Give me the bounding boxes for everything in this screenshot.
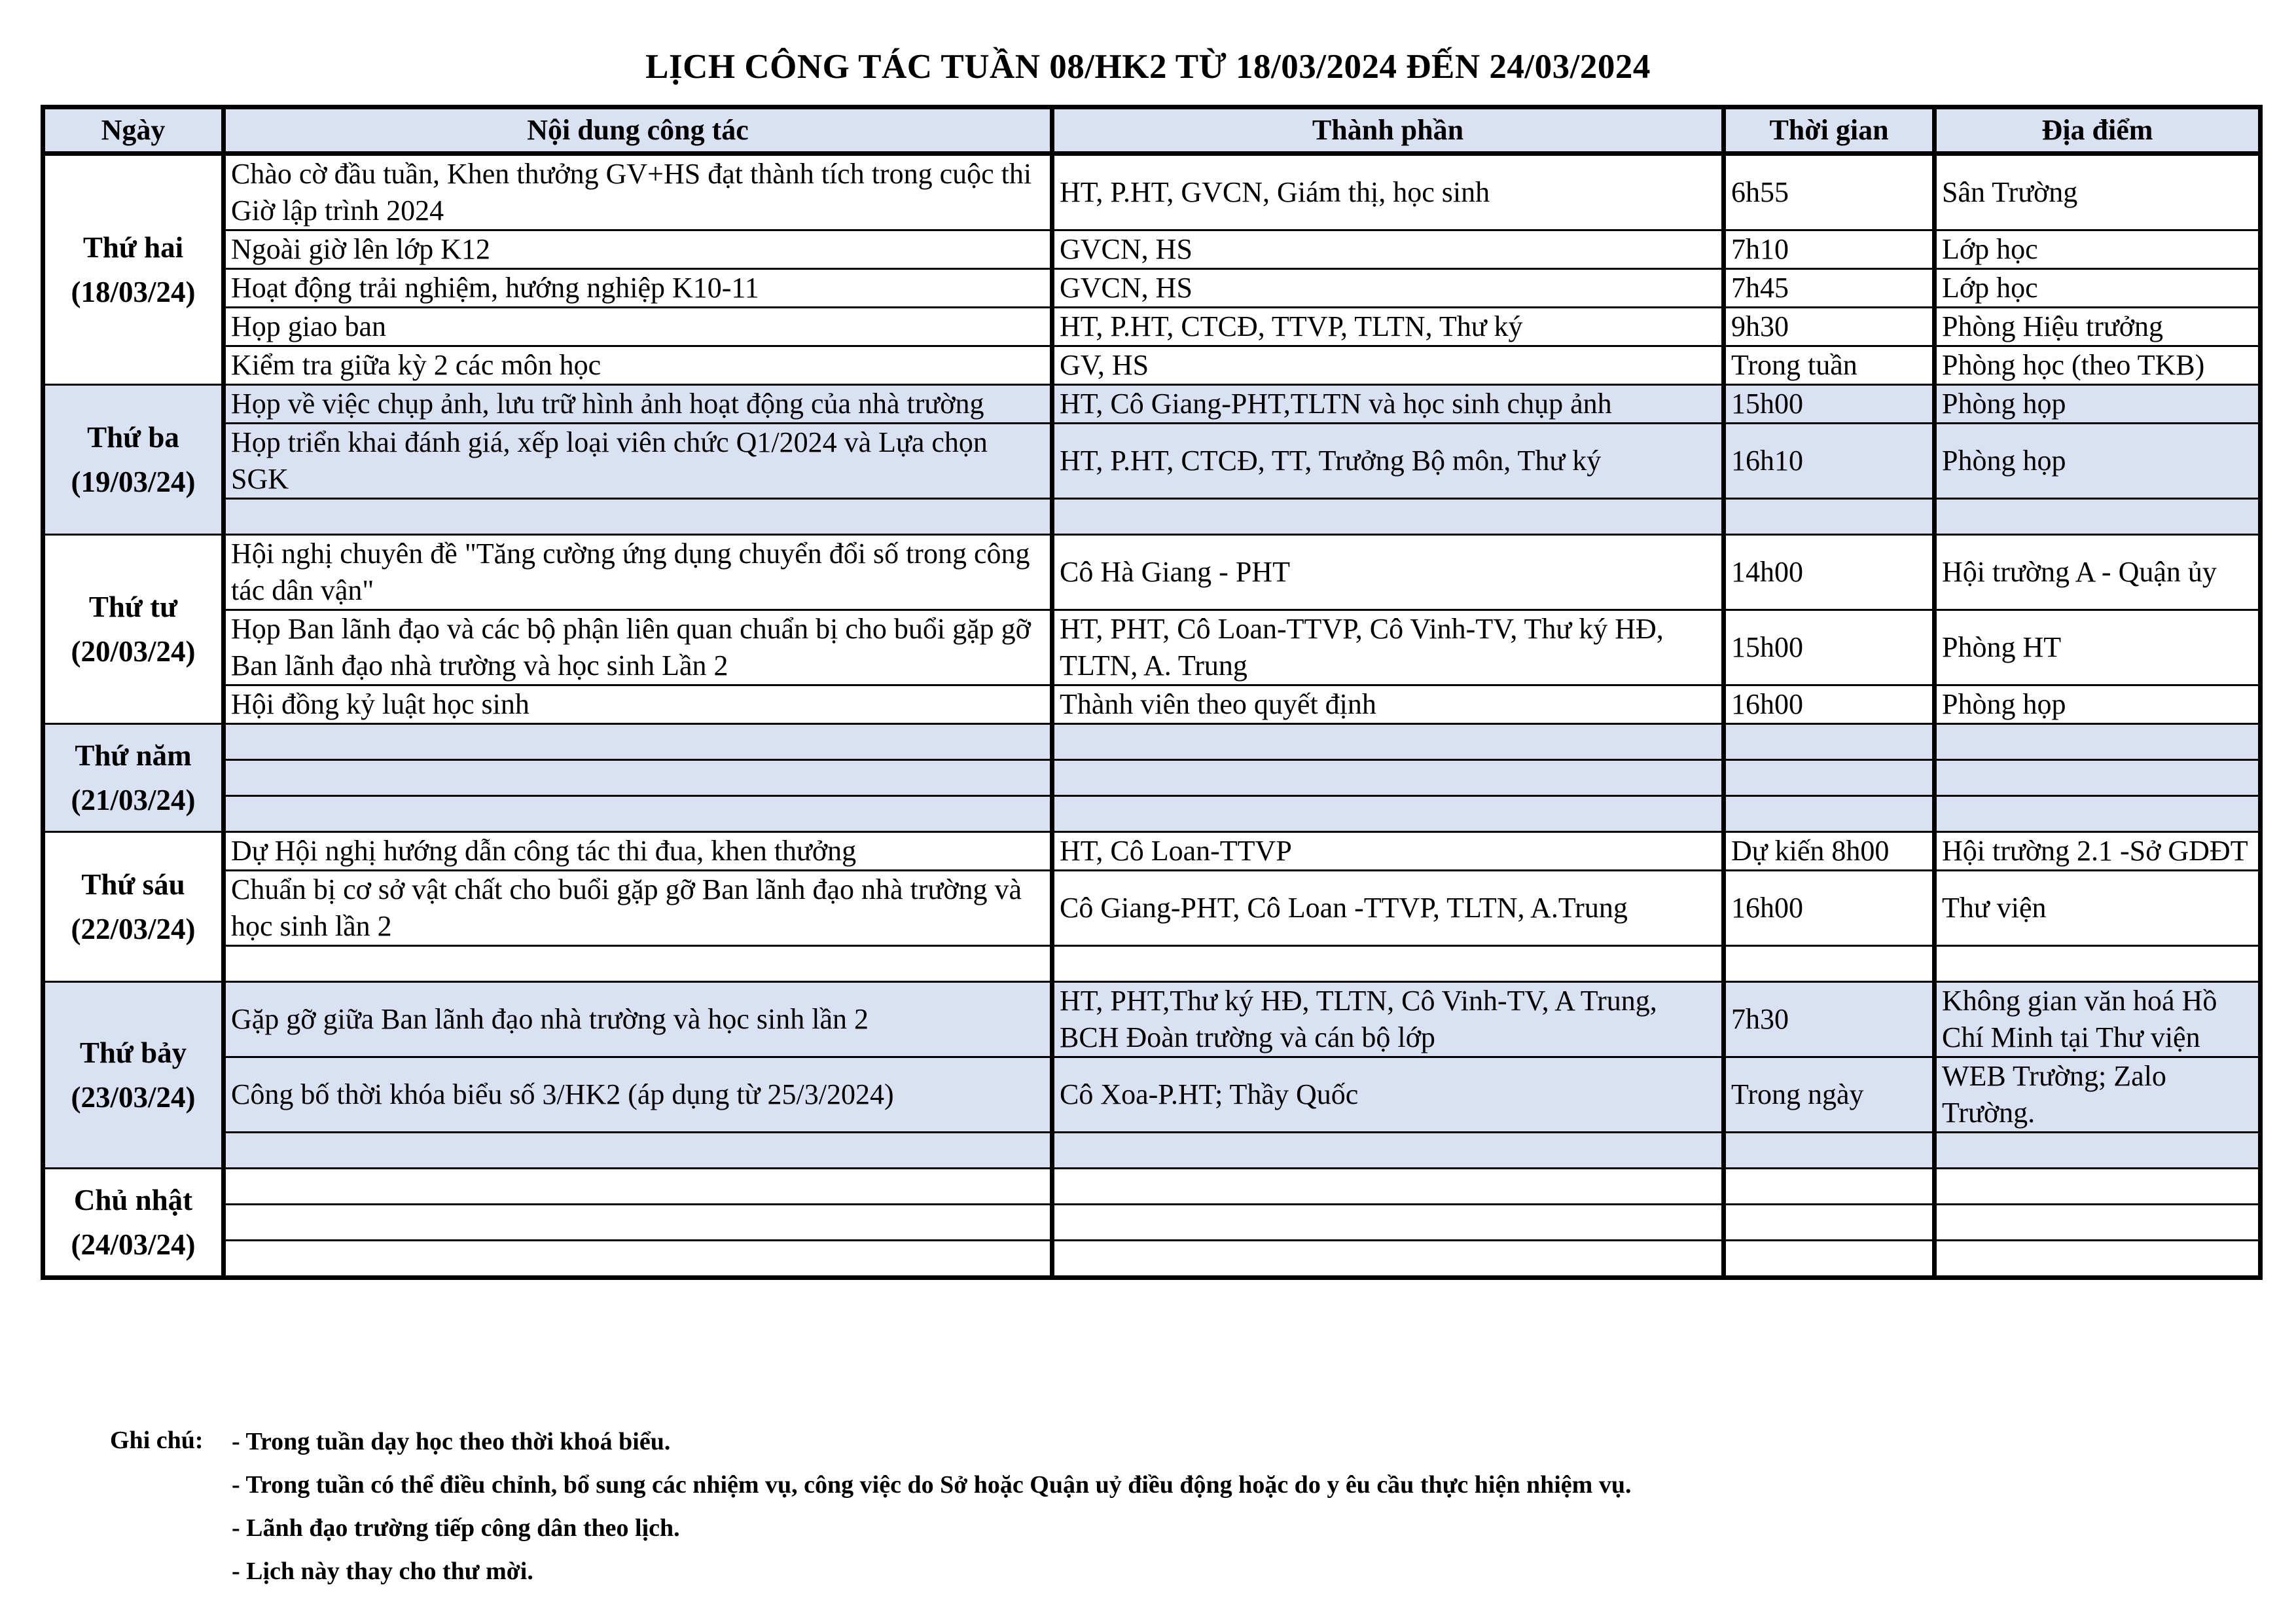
notes-list <box>232 1426 2195 1599</box>
entry-time: Trong tuần <box>1724 346 1935 385</box>
schedule-row <box>43 499 2261 535</box>
note-item: - Trong tuần có thể điều chỉnh, bổ sung các nhiệm vụ, công việc do Sở hoặc Quận uỷ điều động hoặc do y êu cầu thực hiện nhiệm vụ. <box>232 1471 1632 1499</box>
schedule-row <box>43 796 2261 832</box>
entry-time <box>1724 1169 1935 1205</box>
header-location: Địa điểm <box>1935 107 2261 154</box>
schedule-row <box>43 1133 2261 1169</box>
entry-location: Không gian văn hoá Hồ Chí Minh tại Thư viện <box>1935 982 2261 1057</box>
entry-time <box>1724 760 1935 796</box>
schedule-row <box>43 832 2261 871</box>
header-row <box>43 107 2261 154</box>
schedule-row <box>43 760 2261 796</box>
entry-content: Ngoài giờ lên lớp K12 <box>224 230 1052 269</box>
entry-members: HT, Cô Loan-TTVP <box>1052 832 1724 871</box>
entry-location <box>1935 796 2261 832</box>
entry-content: Dự Hội nghị hướng dẫn công tác thi đua, khen thưởng <box>224 832 1052 871</box>
day-date: (19/03/24) <box>71 465 196 498</box>
schedule-row <box>43 946 2261 982</box>
entry-members: GV, HS <box>1052 346 1724 385</box>
day-date: (23/03/24) <box>71 1081 196 1114</box>
entry-content: Chào cờ đầu tuần, Khen thưởng GV+HS đạt thành tích trong cuộc thi Giờ lập trình 2024 <box>224 154 1052 230</box>
header-time: Thời gian <box>1724 107 1935 154</box>
entry-location <box>1935 760 2261 796</box>
day-date: (24/03/24) <box>71 1228 196 1261</box>
entry-location: WEB Trường; Zalo Trường. <box>1935 1057 2261 1133</box>
entry-time: 7h45 <box>1724 269 1935 308</box>
schedule-table <box>41 105 2263 1280</box>
day-date: (22/03/24) <box>71 913 196 945</box>
entry-members: HT, P.HT, CTCĐ, TT, Trưởng Bộ môn, Thư ký <box>1052 424 1724 499</box>
entry-time: Trong ngày <box>1724 1057 1935 1133</box>
schedule-row <box>43 1169 2261 1205</box>
schedule-row <box>43 871 2261 946</box>
entry-members: GVCN, HS <box>1052 269 1724 308</box>
entry-members: Thành viên theo quyết định <box>1052 685 1724 724</box>
entry-content: Kiểm tra giữa kỳ 2 các môn học <box>224 346 1052 385</box>
entry-content: Công bố thời khóa biểu số 3/HK2 (áp dụng từ 25/3/2024) <box>224 1057 1052 1133</box>
entry-location: Lớp học <box>1935 230 2261 269</box>
entry-time: 9h30 <box>1724 308 1935 346</box>
entry-time <box>1724 724 1935 760</box>
entry-location <box>1935 1169 2261 1205</box>
entry-members: Cô Hà Giang - PHT <box>1052 535 1724 610</box>
entry-members: GVCN, HS <box>1052 230 1724 269</box>
entry-location: Hội trường 2.1 -Sở GDĐT <box>1935 832 2261 871</box>
entry-members: HT, Cô Giang-PHT,TLTN và học sinh chụp ảnh <box>1052 385 1724 424</box>
entry-members <box>1052 796 1724 832</box>
entry-time <box>1724 1241 1935 1278</box>
entry-location <box>1935 499 2261 535</box>
entry-content <box>224 946 1052 982</box>
entry-time <box>1724 1205 1935 1241</box>
entry-location <box>1935 1133 2261 1169</box>
day-cell <box>43 535 224 724</box>
schedule-row <box>43 1241 2261 1278</box>
entry-content <box>224 499 1052 535</box>
entry-location: Lớp học <box>1935 269 2261 308</box>
entry-location <box>1935 724 2261 760</box>
entry-content <box>224 1241 1052 1278</box>
entry-content <box>224 1133 1052 1169</box>
schedule-row <box>43 230 2261 269</box>
entry-members <box>1052 1133 1724 1169</box>
entry-time: Dự kiến 8h00 <box>1724 832 1935 871</box>
entry-location <box>1935 1205 2261 1241</box>
day-cell <box>43 154 224 385</box>
entry-time <box>1724 946 1935 982</box>
entry-content: Họp về việc chụp ảnh, lưu trữ hình ảnh hoạt động của nhà trường <box>224 385 1052 424</box>
schedule-row <box>43 724 2261 760</box>
entry-content <box>224 760 1052 796</box>
entry-time: 16h00 <box>1724 871 1935 946</box>
schedule-row <box>43 269 2261 308</box>
entry-time: 7h30 <box>1724 982 1935 1057</box>
schedule-row <box>43 535 2261 610</box>
entry-members: HT, P.HT, GVCN, Giám thị, học sinh <box>1052 154 1724 230</box>
day-name: Thứ tư <box>88 591 178 623</box>
schedule-row <box>43 154 2261 230</box>
note-item: - Lịch này thay cho thư mời. <box>232 1558 533 1585</box>
entry-time: 15h00 <box>1724 385 1935 424</box>
entry-members: HT, P.HT, CTCĐ, TTVP, TLTN, Thư ký <box>1052 308 1724 346</box>
entry-location: Phòng họp <box>1935 685 2261 724</box>
schedule-row <box>43 685 2261 724</box>
day-cell <box>43 724 224 832</box>
header-members: Thành phần <box>1052 107 1724 154</box>
entry-time: 7h10 <box>1724 230 1935 269</box>
entry-time: 14h00 <box>1724 535 1935 610</box>
entry-location <box>1935 946 2261 982</box>
schedule-row <box>43 610 2261 685</box>
entry-time: 16h10 <box>1724 424 1935 499</box>
day-date: (18/03/24) <box>71 276 196 308</box>
entry-time <box>1724 499 1935 535</box>
schedule-row <box>43 385 2261 424</box>
schedule-row <box>43 308 2261 346</box>
entry-time <box>1724 1133 1935 1169</box>
entry-content: Chuẩn bị cơ sở vật chất cho buổi gặp gỡ Ban lãnh đạo nhà trường và học sinh lần 2 <box>224 871 1052 946</box>
entry-members <box>1052 760 1724 796</box>
entry-location: Phòng học (theo TKB) <box>1935 346 2261 385</box>
entry-location: Hội trường A - Quận ủy <box>1935 535 2261 610</box>
schedule-body <box>43 154 2261 1278</box>
entry-content: Gặp gỡ giữa Ban lãnh đạo nhà trường và học sinh lần 2 <box>224 982 1052 1057</box>
day-name: Thứ bảy <box>79 1036 187 1069</box>
day-date: (21/03/24) <box>71 784 196 816</box>
schedule-row <box>43 982 2261 1057</box>
entry-content: Họp Ban lãnh đạo và các bộ phận liên quan chuẩn bị cho buổi gặp gỡ Ban lãnh đạo nhà trường và học sinh Lần 2 <box>224 610 1052 685</box>
entry-location: Sân Trường <box>1935 154 2261 230</box>
entry-time <box>1724 796 1935 832</box>
entry-members <box>1052 946 1724 982</box>
day-cell <box>43 385 224 535</box>
entry-members <box>1052 724 1724 760</box>
note-item: - Lãnh đạo trường tiếp công dân theo lịch. <box>232 1514 680 1542</box>
day-name: Thứ sáu <box>81 868 185 901</box>
entry-location: Phòng Hiệu trưởng <box>1935 308 2261 346</box>
entry-content: Họp giao ban <box>224 308 1052 346</box>
entry-members <box>1052 1169 1724 1205</box>
entry-content: Họp triển khai đánh giá, xếp loại viên chức Q1/2024 và Lựa chọn SGK <box>224 424 1052 499</box>
header-content: Nội dung công tác <box>224 107 1052 154</box>
schedule-row <box>43 346 2261 385</box>
day-name: Thứ năm <box>75 739 192 772</box>
entry-content <box>224 1205 1052 1241</box>
day-name: Chủ nhật <box>73 1184 193 1216</box>
entry-content: Hoạt động trải nghiệm, hướng nghiệp K10-11 <box>224 269 1052 308</box>
entry-content <box>224 724 1052 760</box>
entry-content <box>224 1169 1052 1205</box>
entry-location <box>1935 1241 2261 1278</box>
entry-time: 16h00 <box>1724 685 1935 724</box>
entry-members <box>1052 499 1724 535</box>
entry-members <box>1052 1241 1724 1278</box>
entry-location: Thư viện <box>1935 871 2261 946</box>
day-name: Thứ ba <box>87 421 179 454</box>
entry-content: Hội đồng kỷ luật học sinh <box>224 685 1052 724</box>
day-cell <box>43 1169 224 1278</box>
entry-location: Phòng họp <box>1935 385 2261 424</box>
page-title: LỊCH CÔNG TÁC TUẦN 08/HK2 TỪ 18/03/2024 ĐẾN 24/03/2024 <box>645 48 1651 86</box>
entry-members: Cô Giang-PHT, Cô Loan -TTVP, TLTN, A.Trung <box>1052 871 1724 946</box>
entry-members: Cô Xoa-P.HT; Thầy Quốc <box>1052 1057 1724 1133</box>
schedule-row <box>43 1057 2261 1133</box>
entry-location: Phòng họp <box>1935 424 2261 499</box>
entry-content: Hội nghị chuyên đề "Tăng cường ứng dụng chuyển đổi số trong công tác dân vận" <box>224 535 1052 610</box>
entry-members: HT, PHT,Thư ký HĐ, TLTN, Cô Vinh-TV, A Trung, BCH Đoàn trường và cán bộ lớp <box>1052 982 1724 1057</box>
schedule-row <box>43 424 2261 499</box>
header-day: Ngày <box>43 107 224 154</box>
entry-members <box>1052 1205 1724 1241</box>
day-name: Thứ hai <box>82 231 184 264</box>
entry-content <box>224 796 1052 832</box>
schedule-row <box>43 1205 2261 1241</box>
entry-time: 15h00 <box>1724 610 1935 685</box>
entry-members: HT, PHT, Cô Loan-TTVP, Cô Vinh-TV, Thư ký HĐ, TLTN, A. Trung <box>1052 610 1724 685</box>
note-item: - Trong tuần dạy học theo thời khoá biểu. <box>232 1428 671 1455</box>
day-cell <box>43 832 224 982</box>
day-date: (20/03/24) <box>71 635 196 668</box>
notes-label: Ghi chú: <box>110 1427 204 1454</box>
day-cell <box>43 982 224 1169</box>
entry-time: 6h55 <box>1724 154 1935 230</box>
entry-location: Phòng HT <box>1935 610 2261 685</box>
